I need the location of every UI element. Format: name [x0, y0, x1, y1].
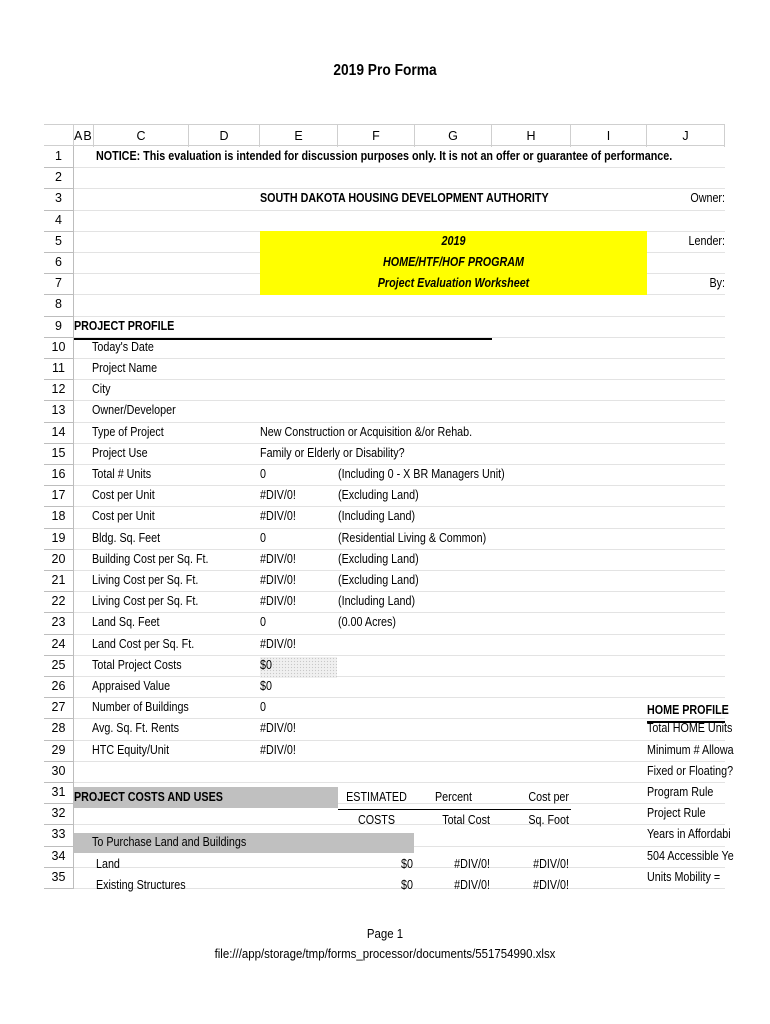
home-profile-item: 504 Accessible Ye — [647, 848, 734, 863]
row-number[interactable]: 13 — [44, 400, 74, 421]
grid-line — [74, 167, 725, 168]
row-number[interactable]: 26 — [44, 676, 74, 697]
grid-line — [74, 210, 725, 211]
profile-label: Avg. Sq. Ft. Rents — [92, 721, 180, 736]
profile-value: #DIV/0! — [260, 509, 296, 524]
cost-per-header: Cost per — [528, 790, 569, 804]
row-number[interactable]: 2 — [44, 167, 74, 188]
column-header-b[interactable]: B — [82, 125, 94, 147]
row-number[interactable]: 28 — [44, 718, 74, 739]
structures-per-sqft: #DIV/0! — [533, 878, 569, 892]
row-number[interactable]: 6 — [44, 252, 74, 273]
profile-value: $0 — [260, 679, 272, 693]
grid-line — [74, 379, 725, 380]
land-per-sqft: #DIV/0! — [533, 857, 569, 871]
profile-note: (Including Land) — [338, 594, 416, 609]
column-header-i[interactable]: I — [571, 125, 647, 147]
spreadsheet — [44, 124, 734, 897]
corner-cell[interactable] — [44, 125, 74, 147]
profile-value: New Construction or Acquisition &/or Rehab. — [260, 424, 473, 439]
row-number[interactable]: 30 — [44, 761, 74, 782]
profile-value: #DIV/0! — [260, 488, 296, 503]
row-number[interactable]: 29 — [44, 740, 74, 761]
column-header-f[interactable]: F — [338, 125, 415, 147]
profile-value: #DIV/0! — [260, 742, 296, 757]
row-number[interactable]: 16 — [44, 464, 74, 485]
row-number[interactable]: 33 — [44, 824, 74, 845]
row-number[interactable]: 25 — [44, 655, 74, 676]
row-divider — [44, 888, 74, 889]
total-cost-header: Total Cost — [442, 813, 490, 827]
owner-label: Owner: — [690, 191, 725, 205]
home-profile-item: Project Rule — [647, 806, 706, 821]
row-number[interactable]: 23 — [44, 612, 74, 633]
profile-label: Today's Date — [92, 339, 154, 354]
land-label: Land — [96, 857, 120, 871]
column-header-d[interactable]: D — [189, 125, 260, 147]
profile-label: Owner/Developer — [92, 403, 176, 418]
column-header-g[interactable]: G — [415, 125, 492, 147]
profile-label: Land Cost per Sq. Ft. — [92, 636, 195, 651]
costs-header: COSTS — [357, 813, 396, 827]
percent-header: Percent — [434, 790, 473, 804]
row-number[interactable]: 8 — [44, 294, 74, 315]
row-number[interactable]: 24 — [44, 634, 74, 655]
row-number[interactable]: 22 — [44, 591, 74, 612]
estimated-header: ESTIMATED — [346, 790, 407, 804]
profile-label: Cost per Unit — [92, 509, 155, 524]
project-profile-heading: PROJECT PROFILE — [74, 319, 175, 333]
page-title: 2019 Pro Forma — [333, 62, 437, 79]
row-number[interactable]: 17 — [44, 485, 74, 506]
land-percent: #DIV/0! — [454, 857, 490, 871]
structures-label: Existing Structures — [96, 878, 186, 892]
banner-year: 2019 — [441, 234, 466, 248]
grid-line — [74, 782, 725, 783]
profile-value: #DIV/0! — [260, 721, 296, 736]
structures-percent: #DIV/0! — [454, 878, 490, 892]
home-profile-item: Minimum # Allowa — [647, 742, 734, 757]
row-number[interactable]: 19 — [44, 528, 74, 549]
row-number[interactable]: 3 — [44, 188, 74, 209]
grid-line — [74, 761, 725, 762]
profile-value: 0 — [260, 467, 266, 481]
row-number[interactable]: 7 — [44, 273, 74, 294]
profile-value: $0 — [260, 657, 272, 672]
profile-label: Total # Units — [92, 467, 152, 481]
profile-label: Project Name — [92, 361, 158, 375]
profile-label: Building Cost per Sq. Ft. — [92, 551, 209, 566]
row-number[interactable]: 14 — [44, 422, 74, 443]
lender-label: Lender: — [688, 234, 725, 248]
land-cost[interactable]: $0 — [401, 857, 413, 871]
grid-line — [74, 740, 725, 741]
profile-value: 0 — [260, 615, 266, 630]
profile-label: Living Cost per Sq. Ft. — [92, 573, 199, 587]
profile-value: #DIV/0! — [260, 594, 296, 609]
project-costs-heading: PROJECT COSTS AND USES — [74, 790, 223, 804]
grid-line — [74, 676, 725, 677]
column-header-h[interactable]: H — [492, 125, 571, 147]
profile-value: #DIV/0! — [260, 573, 296, 587]
column-header-a[interactable]: A — [74, 129, 83, 143]
by-label: By: — [709, 276, 725, 290]
row-number[interactable]: 12 — [44, 379, 74, 400]
profile-value: #DIV/0! — [260, 636, 296, 651]
column-header-c[interactable]: C — [94, 125, 189, 147]
row-number[interactable]: 1 — [44, 146, 74, 167]
profile-note: (Residential Living & Common) — [338, 530, 487, 545]
grid-line — [74, 358, 725, 359]
row-number[interactable]: 34 — [44, 846, 74, 867]
profile-note: (0.00 Acres) — [338, 615, 396, 630]
home-profile-item: Units Mobility = — [647, 869, 721, 884]
footer-page: Page 1 — [366, 926, 404, 941]
footer-path: file:///app/storage/tmp/forms_processor/documents/551754990.xlsx — [214, 946, 556, 961]
purchase-subheading: To Purchase Land and Buildings — [92, 835, 247, 849]
profile-label: Appraised Value — [92, 679, 171, 693]
profile-label: Project Use — [92, 445, 148, 460]
agency-name: SOUTH DAKOTA HOUSING DEVELOPMENT AUTHORITY — [260, 191, 549, 205]
row-number[interactable]: 20 — [44, 549, 74, 570]
sq-foot-header: Sq. Foot — [528, 813, 569, 827]
profile-label: Living Cost per Sq. Ft. — [92, 594, 199, 609]
row-number[interactable]: 4 — [44, 210, 74, 231]
banner-worksheet: Project Evaluation Worksheet — [377, 276, 530, 290]
home-profile-item: Program Rule — [647, 785, 714, 799]
home-profile-heading: HOME PROFILE — [647, 703, 729, 717]
profile-value: #DIV/0! — [260, 551, 296, 566]
column-header-j[interactable]: J — [647, 125, 725, 147]
column-header-row — [44, 124, 725, 146]
profile-note: (Excluding Land) — [338, 488, 419, 503]
profile-value: 0 — [260, 530, 266, 545]
row-number[interactable]: 21 — [44, 570, 74, 591]
profile-label: Type of Project — [92, 424, 164, 439]
grid-line — [74, 612, 725, 613]
row-number[interactable]: 31 — [44, 782, 74, 803]
profile-note: (Including 0 - X BR Managers Unit) — [338, 467, 505, 481]
profile-label: Bldg. Sq. Feet — [92, 530, 161, 545]
home-profile-item: Fixed or Floating? — [647, 763, 734, 778]
profile-note: (Excluding Land) — [338, 551, 419, 566]
profile-note: (Excluding Land) — [338, 573, 419, 587]
home-profile-item: Years in Affordabi — [647, 827, 731, 842]
profile-label: HTC Equity/Unit — [92, 742, 170, 757]
profile-label: Number of Buildings — [92, 700, 189, 715]
profile-note: (Including Land) — [338, 509, 416, 524]
home-profile-item: Total HOME Units — [647, 721, 733, 736]
banner-program: HOME/HTF/HOF PROGRAM — [383, 255, 524, 269]
profile-label: City — [92, 382, 111, 397]
row-number[interactable]: 18 — [44, 506, 74, 527]
profile-value: 0 — [260, 700, 266, 715]
row-number[interactable]: 27 — [44, 697, 74, 718]
row-number[interactable]: 32 — [44, 803, 74, 824]
row-number[interactable]: 5 — [44, 231, 74, 252]
row-number[interactable]: 11 — [44, 358, 74, 379]
profile-label: Cost per Unit — [92, 488, 155, 503]
row-number[interactable]: 10 — [44, 337, 74, 358]
row-number[interactable]: 15 — [44, 443, 74, 464]
row-number[interactable]: 9 — [44, 316, 74, 337]
column-header-e[interactable]: E — [260, 125, 338, 147]
profile-value: Family or Elderly or Disability? — [260, 445, 405, 460]
notice-text: NOTICE: This evaluation is intended for discussion purposes only. It is not an offer or guarantee of performance. — [96, 149, 673, 163]
structures-cost[interactable]: $0 — [401, 878, 413, 892]
profile-label: Total Project Costs — [92, 657, 182, 672]
profile-label: Land Sq. Feet — [92, 615, 160, 630]
row-number[interactable]: 35 — [44, 867, 74, 888]
